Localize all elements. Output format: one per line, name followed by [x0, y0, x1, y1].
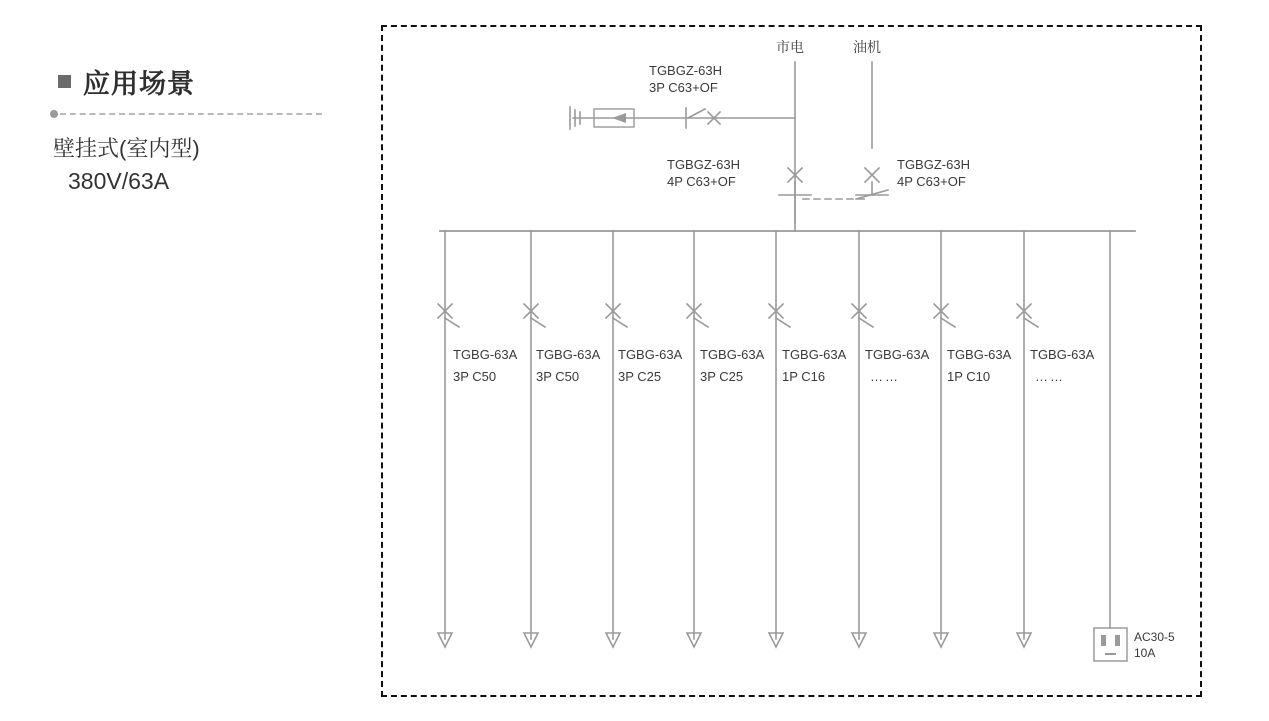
- power-socket-icon: [1094, 628, 1127, 661]
- feeder-6-label-line1: TGBG-63A: [865, 347, 930, 362]
- section-heading-label: 应用场景: [83, 69, 195, 99]
- divider-dot-icon: [50, 110, 58, 118]
- transfer-breaker-mains-label-line1: TGBGZ-63H: [667, 157, 740, 172]
- source-label-generator: 油机: [853, 39, 881, 55]
- feeder-8-label-line1: TGBG-63A: [1030, 347, 1095, 362]
- divider-dashed-line: [60, 113, 322, 115]
- rating-label: 380V/63A: [68, 168, 170, 194]
- feeder-3-label-line1: TGBG-63A: [618, 347, 683, 362]
- transfer-breaker-mains-label-line2: 4P C63+OF: [667, 174, 736, 189]
- transfer-breaker-generator-label-line1: TGBGZ-63H: [897, 157, 970, 172]
- incoming-breaker-label-line2: 3P C63+OF: [649, 80, 718, 95]
- socket-label-line1: AC30-5: [1134, 630, 1175, 644]
- feeder-4-label-line1: TGBG-63A: [700, 347, 765, 362]
- feeder-2-label-line1: TGBG-63A: [536, 347, 601, 362]
- source-label-mains: 市电: [776, 39, 804, 55]
- feeder-8-label-line2: ……: [1035, 369, 1065, 384]
- dashed-divider: [50, 108, 322, 120]
- square-bullet-icon: [58, 75, 71, 88]
- single-line-diagram: [381, 25, 1202, 697]
- feeder-2-label-line2: 3P C50: [536, 369, 580, 384]
- incoming-breaker-label-line1: TGBGZ-63H: [649, 63, 722, 78]
- feeder-1-label-line2: 3P C50: [453, 369, 497, 384]
- socket-label-line2: 10A: [1134, 646, 1156, 660]
- feeder-4-label-line2: 3P C25: [700, 369, 744, 384]
- left-text-panel: [0, 0, 360, 721]
- mounting-type-label: 壁挂式(室内型): [53, 136, 200, 161]
- feeder-7-label-line2: 1P C10: [947, 369, 991, 384]
- feeder-3-label-line2: 3P C25: [618, 369, 662, 384]
- section-heading: [58, 62, 195, 101]
- feeder-1-label-line1: TGBG-63A: [453, 347, 518, 362]
- feeder-5-label-line1: TGBG-63A: [782, 347, 847, 362]
- transfer-breaker-generator-label-line2: 4P C63+OF: [897, 174, 966, 189]
- feeder-5-label-line2: 1P C16: [782, 369, 826, 384]
- feeder-7-label-line1: TGBG-63A: [947, 347, 1012, 362]
- feeder-6-label-line2: ……: [870, 369, 900, 384]
